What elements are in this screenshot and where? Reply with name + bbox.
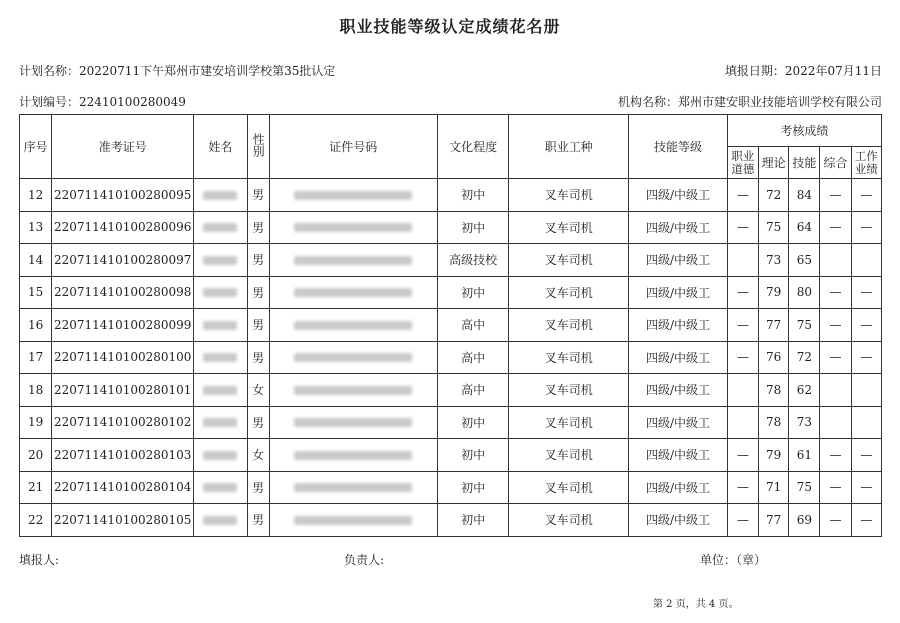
row-occupation: 叉车司机	[509, 211, 629, 244]
row-ethics: —	[727, 504, 758, 537]
row-theory: 79	[759, 276, 789, 309]
row-exam-no: 220711410100280103	[52, 439, 194, 472]
row-work-performance: —	[851, 341, 881, 374]
row-occupation: 叉车司机	[509, 341, 629, 374]
row-skill: 72	[789, 341, 820, 374]
row-id-redacted	[269, 406, 437, 439]
row-ethics: —	[727, 211, 758, 244]
row-exam-no: 220711410100280101	[52, 374, 194, 407]
row-exam-no: 220711410100280095	[52, 179, 194, 212]
row-gender: 男	[247, 341, 269, 374]
header-id-no: 证件号码	[269, 115, 437, 179]
row-gender: 男	[247, 211, 269, 244]
row-education: 初中	[437, 439, 508, 472]
row-skill: 65	[789, 244, 820, 277]
org-name: 机构名称：郑州市建安职业技能培训学校有限公司	[617, 95, 882, 109]
row-seq: 17	[20, 341, 52, 374]
row-exam-no: 220711410100280102	[52, 406, 194, 439]
row-theory: 78	[759, 406, 789, 439]
row-work-performance: —	[851, 211, 881, 244]
redacted-blur	[203, 418, 237, 427]
header-occupation: 职业工种	[509, 115, 629, 179]
redacted-blur	[203, 386, 237, 395]
row-theory: 76	[759, 341, 789, 374]
row-name-redacted	[194, 341, 247, 374]
row-occupation: 叉车司机	[509, 439, 629, 472]
row-work-performance	[851, 244, 881, 277]
row-id-redacted	[269, 309, 437, 342]
row-ethics: —	[727, 439, 758, 472]
redacted-blur	[294, 288, 412, 297]
row-id-redacted	[269, 504, 437, 537]
row-skill-level: 四级/中级工	[629, 341, 728, 374]
row-exam-no: 220711410100280097	[52, 244, 194, 277]
row-exam-no: 220711410100280100	[52, 341, 194, 374]
row-skill-level: 四级/中级工	[629, 211, 728, 244]
row-exam-no: 220711410100280099	[52, 309, 194, 342]
row-work-performance: —	[851, 471, 881, 504]
row-skill-level: 四级/中级工	[629, 179, 728, 212]
row-id-redacted	[269, 374, 437, 407]
row-skill: 75	[789, 309, 820, 342]
row-theory: 75	[759, 211, 789, 244]
row-skill-level: 四级/中级工	[629, 244, 728, 277]
row-skill: 69	[789, 504, 820, 537]
row-education: 高中	[437, 374, 508, 407]
row-gender: 男	[247, 244, 269, 277]
redacted-blur	[294, 516, 412, 525]
row-education: 初中	[437, 504, 508, 537]
table-row	[20, 244, 882, 277]
row-occupation: 叉车司机	[509, 471, 629, 504]
row-skill-level: 四级/中级工	[629, 309, 728, 342]
row-theory: 77	[759, 504, 789, 537]
fill-date: 填报日期：2022年07月11日	[724, 64, 882, 78]
table-row	[20, 471, 882, 504]
row-theory: 77	[759, 309, 789, 342]
row-gender: 男	[247, 471, 269, 504]
row-id-redacted	[269, 471, 437, 504]
row-skill: 75	[789, 471, 820, 504]
header-skill: 技能	[789, 147, 820, 179]
row-comprehensive: —	[820, 471, 851, 504]
row-comprehensive	[820, 406, 851, 439]
row-skill: 80	[789, 276, 820, 309]
score-roster-table	[19, 114, 882, 537]
unit-seal-label: 单位：（章）	[700, 553, 767, 567]
page-title: 职业技能等级认定成绩花名册	[339, 17, 561, 36]
row-skill-level: 四级/中级工	[629, 439, 728, 472]
row-occupation: 叉车司机	[509, 276, 629, 309]
row-name-redacted	[194, 211, 247, 244]
row-seq: 15	[20, 276, 52, 309]
redacted-blur	[203, 321, 237, 330]
row-id-redacted	[269, 211, 437, 244]
row-seq: 13	[20, 211, 52, 244]
row-exam-no: 220711410100280104	[52, 471, 194, 504]
table-row	[20, 374, 882, 407]
row-seq: 22	[20, 504, 52, 537]
row-ethics: —	[727, 341, 758, 374]
row-education: 初中	[437, 406, 508, 439]
redacted-blur	[203, 483, 237, 492]
row-work-performance: —	[851, 179, 881, 212]
row-name-redacted	[194, 244, 247, 277]
row-occupation: 叉车司机	[509, 309, 629, 342]
header-gender: 性别	[247, 115, 269, 179]
redacted-blur	[294, 223, 412, 232]
row-skill-level: 四级/中级工	[629, 471, 728, 504]
row-comprehensive: —	[820, 309, 851, 342]
row-gender: 男	[247, 179, 269, 212]
row-skill-level: 四级/中级工	[629, 406, 728, 439]
row-comprehensive: —	[820, 211, 851, 244]
row-education: 高级技校	[437, 244, 508, 277]
table-row	[20, 179, 882, 212]
row-skill: 84	[789, 179, 820, 212]
redacted-blur	[294, 256, 412, 265]
row-theory: 79	[759, 439, 789, 472]
table-row	[20, 211, 882, 244]
redacted-blur	[294, 353, 412, 362]
pagination: 第 2 页，共 4 页。	[653, 599, 739, 610]
header-work-performance: 工作业绩	[851, 147, 881, 179]
redacted-blur	[294, 418, 412, 427]
row-work-performance: —	[851, 309, 881, 342]
row-seq: 18	[20, 374, 52, 407]
row-theory: 71	[759, 471, 789, 504]
table-row	[20, 276, 882, 309]
row-education: 高中	[437, 341, 508, 374]
row-theory: 72	[759, 179, 789, 212]
header-exam-no: 准考证号	[52, 115, 194, 179]
row-education: 初中	[437, 276, 508, 309]
row-id-redacted	[269, 276, 437, 309]
table-row	[20, 406, 882, 439]
row-comprehensive: —	[820, 276, 851, 309]
row-education: 初中	[437, 179, 508, 212]
row-ethics	[727, 244, 758, 277]
row-skill: 62	[789, 374, 820, 407]
row-education: 高中	[437, 309, 508, 342]
row-name-redacted	[194, 276, 247, 309]
row-name-redacted	[194, 504, 247, 537]
header-theory: 理论	[759, 147, 789, 179]
row-name-redacted	[194, 439, 247, 472]
row-seq: 12	[20, 179, 52, 212]
row-name-redacted	[194, 179, 247, 212]
row-skill: 64	[789, 211, 820, 244]
row-exam-no: 220711410100280105	[52, 504, 194, 537]
row-comprehensive: —	[820, 439, 851, 472]
redacted-blur	[203, 451, 237, 460]
row-exam-no: 220711410100280096	[52, 211, 194, 244]
row-gender: 男	[247, 406, 269, 439]
row-skill: 73	[789, 406, 820, 439]
row-gender: 男	[247, 276, 269, 309]
row-comprehensive	[820, 374, 851, 407]
row-skill-level: 四级/中级工	[629, 504, 728, 537]
row-occupation: 叉车司机	[509, 179, 629, 212]
row-occupation: 叉车司机	[509, 504, 629, 537]
redacted-blur	[294, 321, 412, 330]
table-row	[20, 309, 882, 342]
responsible-label: 负责人:	[344, 553, 385, 567]
redacted-blur	[203, 191, 237, 200]
redacted-blur	[203, 516, 237, 525]
row-comprehensive: —	[820, 341, 851, 374]
row-theory: 73	[759, 244, 789, 277]
row-education: 初中	[437, 211, 508, 244]
row-work-performance: —	[851, 504, 881, 537]
redacted-blur	[203, 256, 237, 265]
header-skill-level: 技能等级	[629, 115, 728, 179]
redacted-blur	[294, 386, 412, 395]
row-seq: 21	[20, 471, 52, 504]
row-ethics	[727, 374, 758, 407]
header-comprehensive: 综合	[820, 147, 851, 179]
row-name-redacted	[194, 471, 247, 504]
row-id-redacted	[269, 439, 437, 472]
filler-label: 填报人:	[19, 553, 60, 567]
row-name-redacted	[194, 309, 247, 342]
row-education: 初中	[437, 471, 508, 504]
header-education: 文化程度	[437, 115, 508, 179]
plan-number: 计划编号：22410100280049	[19, 95, 186, 109]
row-occupation: 叉车司机	[509, 406, 629, 439]
row-seq: 14	[20, 244, 52, 277]
row-comprehensive: —	[820, 179, 851, 212]
row-ethics: —	[727, 309, 758, 342]
row-work-performance: —	[851, 439, 881, 472]
row-occupation: 叉车司机	[509, 244, 629, 277]
row-skill-level: 四级/中级工	[629, 276, 728, 309]
redacted-blur	[294, 191, 412, 200]
row-seq: 19	[20, 406, 52, 439]
row-skill: 61	[789, 439, 820, 472]
row-gender: 男	[247, 504, 269, 537]
row-ethics: —	[727, 179, 758, 212]
plan-name: 计划名称：20220711下午郑州市建安培训学校第35批认定	[19, 64, 336, 78]
redacted-blur	[203, 353, 237, 362]
row-gender: 女	[247, 374, 269, 407]
row-gender: 女	[247, 439, 269, 472]
row-theory: 78	[759, 374, 789, 407]
row-id-redacted	[269, 244, 437, 277]
row-work-performance: —	[851, 276, 881, 309]
row-work-performance	[851, 406, 881, 439]
row-ethics: —	[727, 471, 758, 504]
row-work-performance	[851, 374, 881, 407]
header-seq: 序号	[20, 115, 52, 179]
table-row	[20, 439, 882, 472]
row-gender: 男	[247, 309, 269, 342]
row-comprehensive: —	[820, 504, 851, 537]
row-id-redacted	[269, 341, 437, 374]
row-seq: 16	[20, 309, 52, 342]
table-row	[20, 341, 882, 374]
row-comprehensive	[820, 244, 851, 277]
redacted-blur	[294, 483, 412, 492]
row-seq: 20	[20, 439, 52, 472]
redacted-blur	[203, 288, 237, 297]
header-name: 姓名	[194, 115, 247, 179]
header-assessment: 考核成绩	[727, 115, 881, 147]
row-ethics	[727, 406, 758, 439]
redacted-blur	[203, 223, 237, 232]
table-row	[20, 504, 882, 537]
row-skill-level: 四级/中级工	[629, 374, 728, 407]
row-id-redacted	[269, 179, 437, 212]
row-exam-no: 220711410100280098	[52, 276, 194, 309]
redacted-blur	[294, 451, 412, 460]
row-ethics: —	[727, 276, 758, 309]
header-ethics: 职业道德	[727, 147, 758, 179]
row-name-redacted	[194, 374, 247, 407]
row-name-redacted	[194, 406, 247, 439]
row-occupation: 叉车司机	[509, 374, 629, 407]
